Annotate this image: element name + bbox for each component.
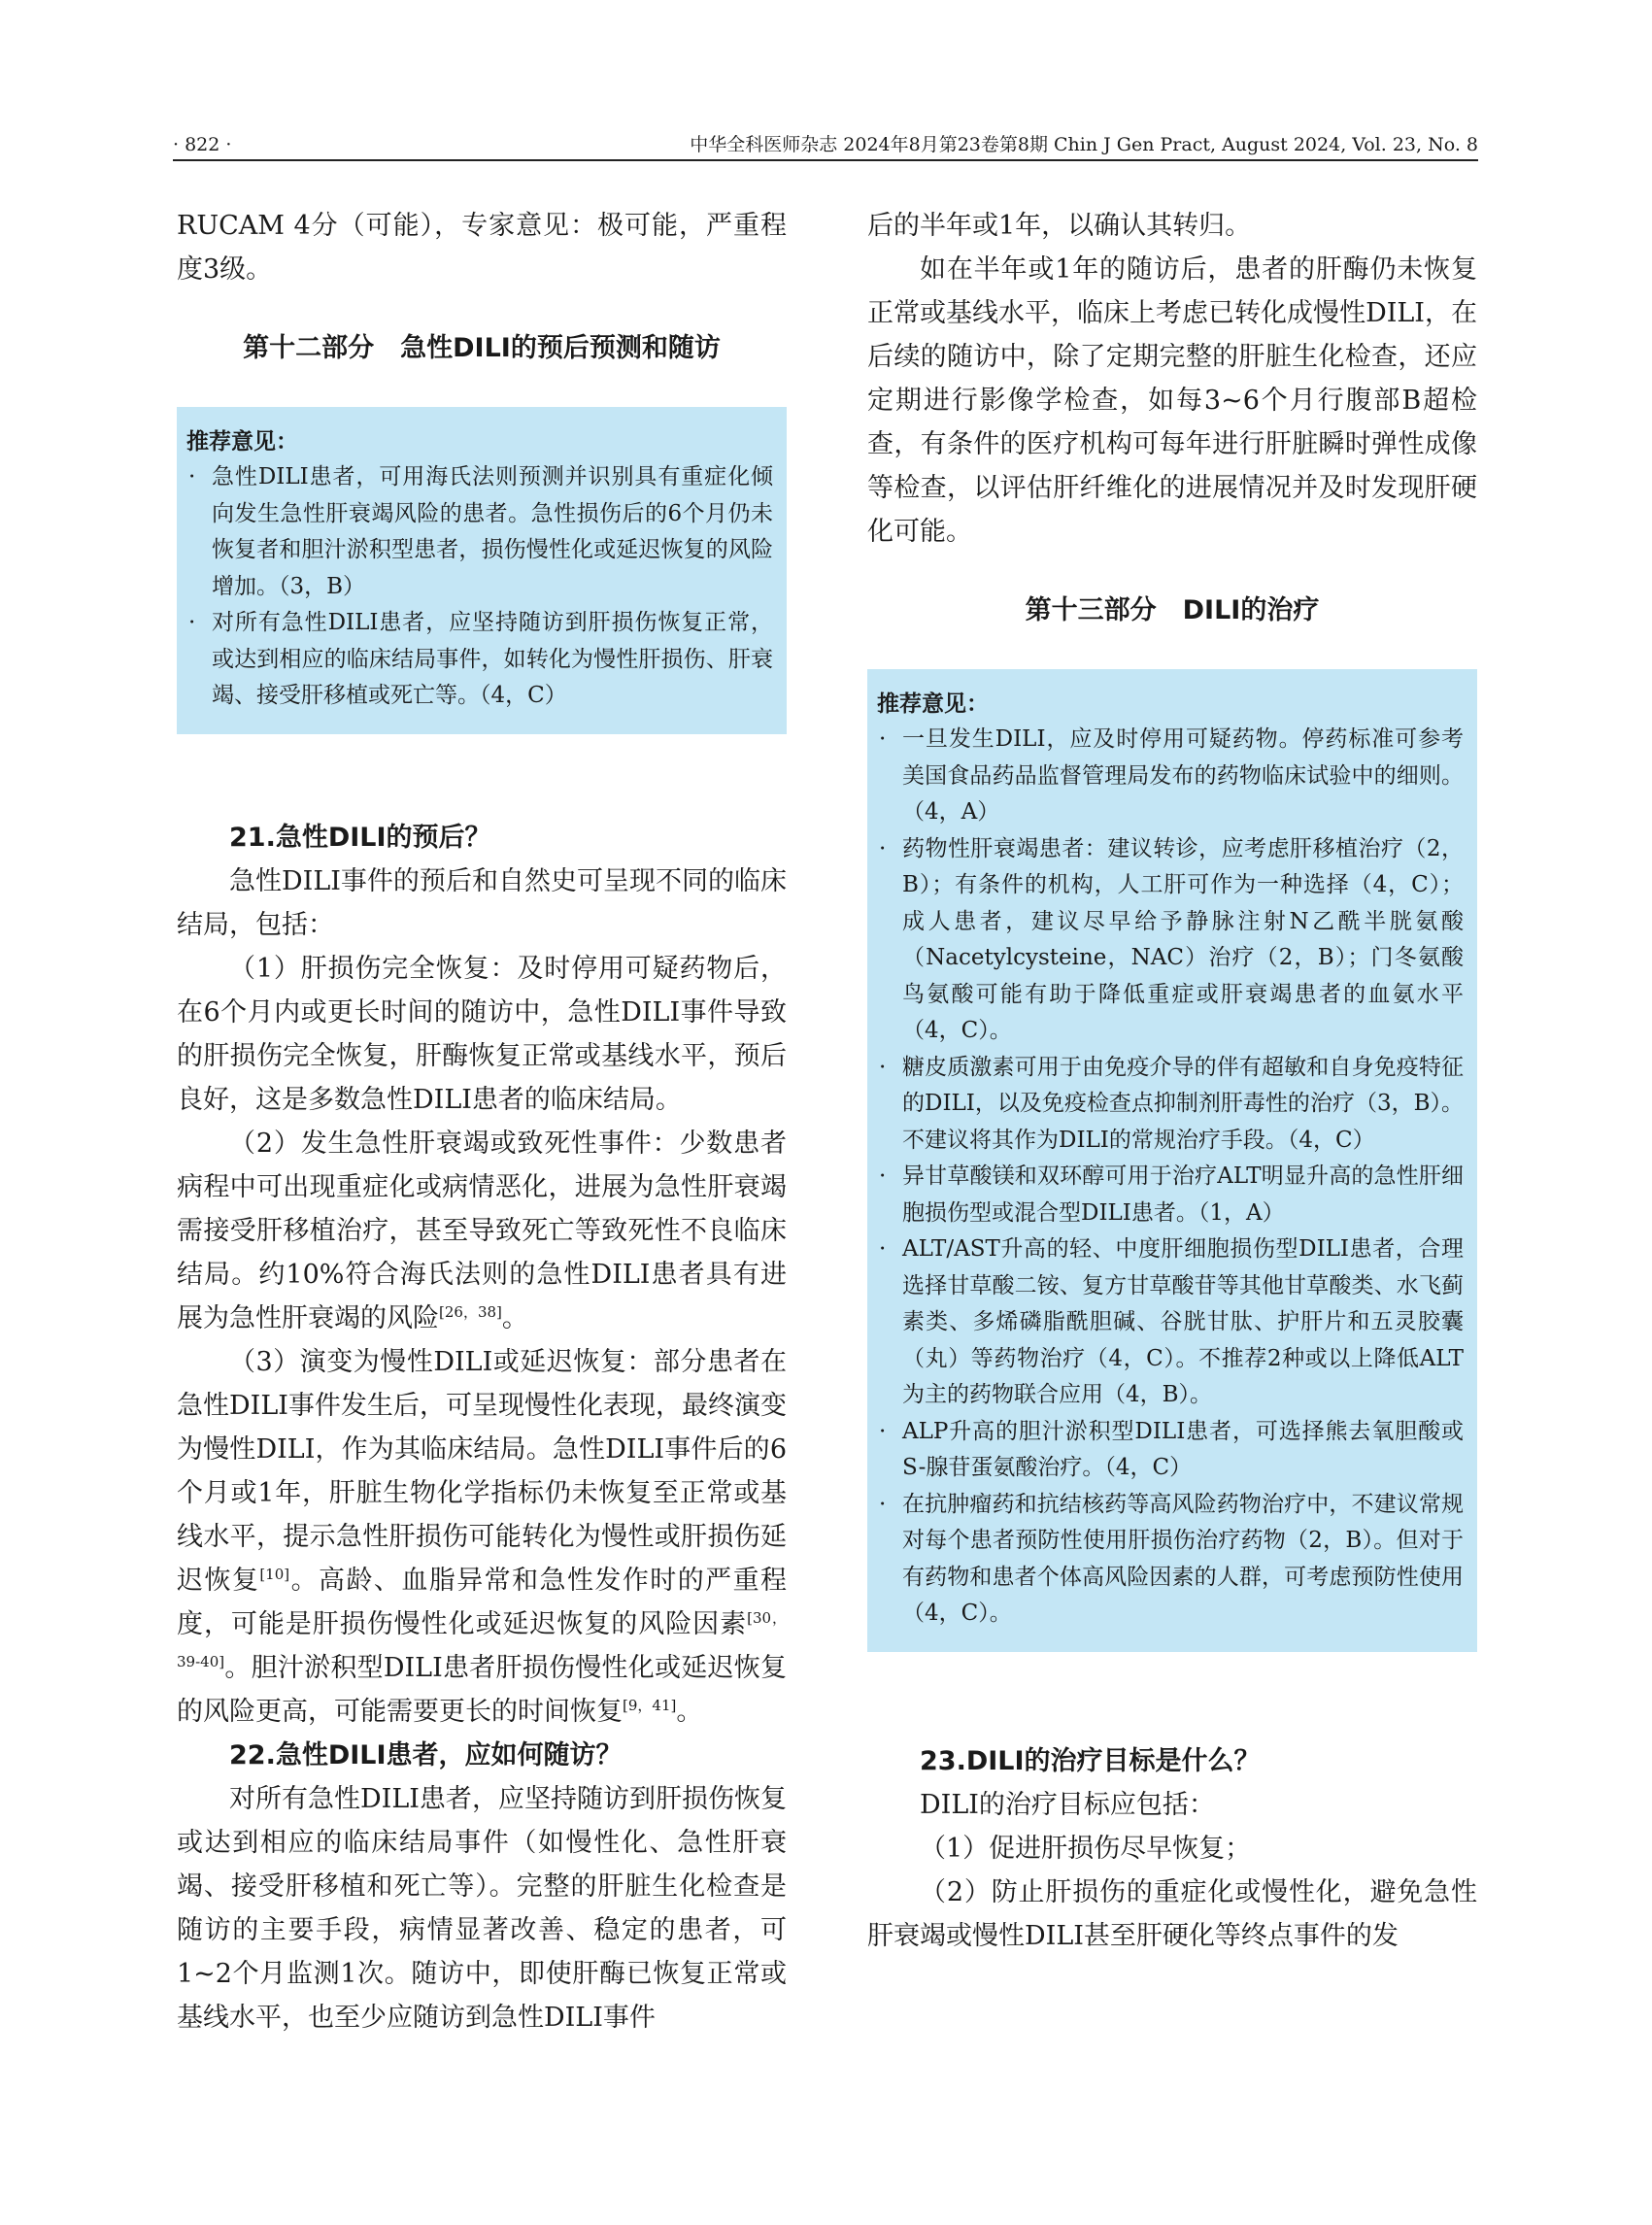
q21-paragraph-4: （3）演变为慢性DILI或延迟恢复：部分患者在急性DILI事件发生后，可呈现慢性化表现，最终演变为慢性DILI，作为其临床结局。急性DILI事件后的6个月或1年，肝脏生物化学指标仍未恢复至正常或基线水平，提示急性肝损伤可能转化为慢性或肝损伤延迟恢复[10]。高龄、血脂异常和急性发作时的严重程度，可能是肝损伤慢性化或延迟恢复的风险因素[30，39-40]。胆汁淤积型DILI患者肝损伤慢性化或延迟恢复的风险更高，可能需要更长的时间恢复[9，41]。: [177, 1346, 787, 1727]
question-21-heading: 21.急性DILI的预后？: [229, 822, 491, 853]
recommendation-item: · 药物性肝衰竭患者：建议转诊，应考虑肝移植治疗（2，B）；有条件的机构，人工肝可作为一种选择（4，C）；成人患者，建议尽早给予静脉注射N乙酰半胱氨酸（Nacetylcysteine，NAC）治疗（2，B）；门冬氨酸鸟氨酸可能有助于降低重症或肝衰竭患者的血氨水平（4，C）。: [877, 831, 1464, 1050]
recommendation-title: 推荐意见：: [186, 429, 298, 455]
bullet-dot: ·: [188, 610, 196, 635]
citation-ref: [10]: [259, 1565, 290, 1583]
q21-paragraph-1: 急性DILI事件的预后和自然史可呈现不同的临床结局，包括：: [177, 865, 787, 940]
bullet-dot: ·: [879, 1418, 887, 1444]
citation-ref: [30，39-40]: [177, 1608, 787, 1670]
question-22-heading: 22.急性DILI患者，应如何随访？: [229, 1739, 623, 1770]
recommendation-item: · 一旦发生DILI，应及时停用可疑药物。停药标准可参考美国食品药品监督管理局发布的药物临床试验中的细则。（4，A）: [877, 722, 1464, 831]
bullet-dot: ·: [188, 464, 196, 489]
journal-citation: 中华全科医师杂志 2024年8月第23卷第8期 Chin J Gen Pract, August 2024, Vol. 23, No. 8: [690, 134, 1478, 155]
question-23-heading: 23.DILI的治疗目标是什么？: [920, 1745, 1261, 1776]
recommendation-title: 推荐意见：: [877, 691, 989, 717]
citation-ref: [9，41]: [623, 1696, 677, 1714]
recommendation-item: · ALP升高的胆汁淤积型DILI患者，可选择熊去氧胆酸或S-腺苷蛋氨酸治疗。（4，C）: [877, 1414, 1464, 1487]
q21-paragraph-2: （1）肝损伤完全恢复：及时停用可疑药物后，在6个月内或更长时间的随访中，急性DILI事件导致的肝损伤完全恢复，肝酶恢复正常或基线水平，预后良好，这是多数急性DILI患者的临床结局。: [177, 953, 787, 1115]
q23-paragraph-2: （1）促进肝损伤尽早恢复；: [920, 1833, 1252, 1864]
recommendation-item: · 异甘草酸镁和双环醇可用于治疗ALT明显升高的急性肝细胞损伤型或混合型DILI患者。（1，A）: [877, 1159, 1464, 1231]
q22-paragraph-1: 对所有急性DILI患者，应坚持随访到肝损伤恢复或达到相应的临床结局事件（如慢性化、急性肝衰竭、接受肝移植和死亡等）。完整的肝脏生化检查是随访的主要手段，病情显著改善、稳定的患者，可1~2个月监测1次。随访中，即使肝酶已恢复正常或基线水平，也至少应随访到急性DILI事件: [177, 1783, 787, 2033]
bullet-dot: ·: [879, 1163, 887, 1189]
intro-paragraph: RUCAM 4分（可能），专家意见：极可能，严重程度3级。: [177, 211, 787, 285]
recommendation-item: · ALT/AST升高的轻、中度肝细胞损伤型DILI患者，合理选择甘草酸二铵、复方甘草酸苷等其他甘草酸类、水飞蓟素类、多烯磷脂酰胆碱、谷胱甘肽、护肝片和五灵胶囊（丸）等药物治疗（4，C）。不推荐2种或以上降低ALT为主的药物联合应用（4，B）。: [877, 1231, 1464, 1414]
followup-paragraph: 如在半年或1年的随访后，患者的肝酶仍未恢复正常或基线水平，临床上考虑已转化成慢性DILI，在后续的随访中，除了定期完整的肝脏生化检查，还应定期进行影像学检查，如每3~6个月行腹部B超检查，有条件的医疗机构可每年进行肝脏瞬时弹性成像等检查，以评估肝纤维化的进展情况并及时发现肝硬化可能。: [867, 254, 1477, 547]
continued-paragraph: 后的半年或1年，以确认其转归。: [867, 211, 1252, 241]
q23-paragraph-1: DILI的治疗目标应包括：: [920, 1789, 1215, 1820]
right-column: [867, 204, 1477, 2107]
q21-paragraph-3: （2）发生急性肝衰竭或致死性事件：少数患者病程中可出现重症化或病情恶化，进展为急性肝衰竭需接受肝移植治疗，甚至导致死亡等致死性不良临床结局。约10%符合海氏法则的急性DILI患者具有进展为急性肝衰竭的风险[26，38]。: [177, 1128, 787, 1333]
bullet-dot: ·: [879, 1054, 887, 1080]
citation-ref: [26，38]: [439, 1302, 502, 1321]
left-column: [177, 204, 787, 2107]
recommendation-box-13: [867, 669, 1477, 1652]
section-12-heading: 第十二部分 急性DILI的预后预测和随访: [243, 333, 721, 363]
running-head: [173, 132, 1478, 161]
bullet-dot: ·: [879, 835, 887, 861]
page-number: · 822 ·: [173, 134, 232, 155]
q23-paragraph-3: （2）防止肝损伤的重症化或慢性化，避免急性肝衰竭或慢性DILI甚至肝硬化等终点事件的发: [867, 1876, 1477, 1951]
recommendation-item: · 对所有急性DILI患者，应坚持随访到肝损伤恢复正常，或达到相应的临床结局事件，如转化为慢性肝损伤、肝衰竭、接受肝移植或死亡等。（4，C）: [186, 605, 773, 715]
bullet-dot: ·: [879, 1236, 887, 1262]
recommendation-box-12: [177, 407, 787, 734]
recommendation-item: · 糖皮质激素可用于由免疫介导的伴有超敏和自身免疫特征的DILI，以及免疫检查点抑制剂肝毒性的治疗（3，B）。不建议将其作为DILI的常规治疗手段。（4，C）: [877, 1050, 1464, 1160]
bullet-dot: ·: [879, 1491, 887, 1517]
recommendation-item: · 在抗肿瘤药和抗结核药等高风险药物治疗中，不建议常规对每个患者预防性使用肝损伤治疗药物（2，B）。但对于有药物和患者个体高风险因素的人群，可考虑预防性使用（4，C）。: [877, 1487, 1464, 1633]
section-13-heading: 第十三部分 DILI的治疗: [1025, 595, 1320, 625]
recommendation-item: · 急性DILI患者，可用海氏法则预测并识别具有重症化倾向发生急性肝衰竭风险的患者。急性损伤后的6个月仍未恢复者和胆汁淤积型患者，损伤慢性化或延迟恢复的风险增加。（3，B）: [186, 459, 773, 605]
bullet-dot: ·: [879, 726, 887, 752]
